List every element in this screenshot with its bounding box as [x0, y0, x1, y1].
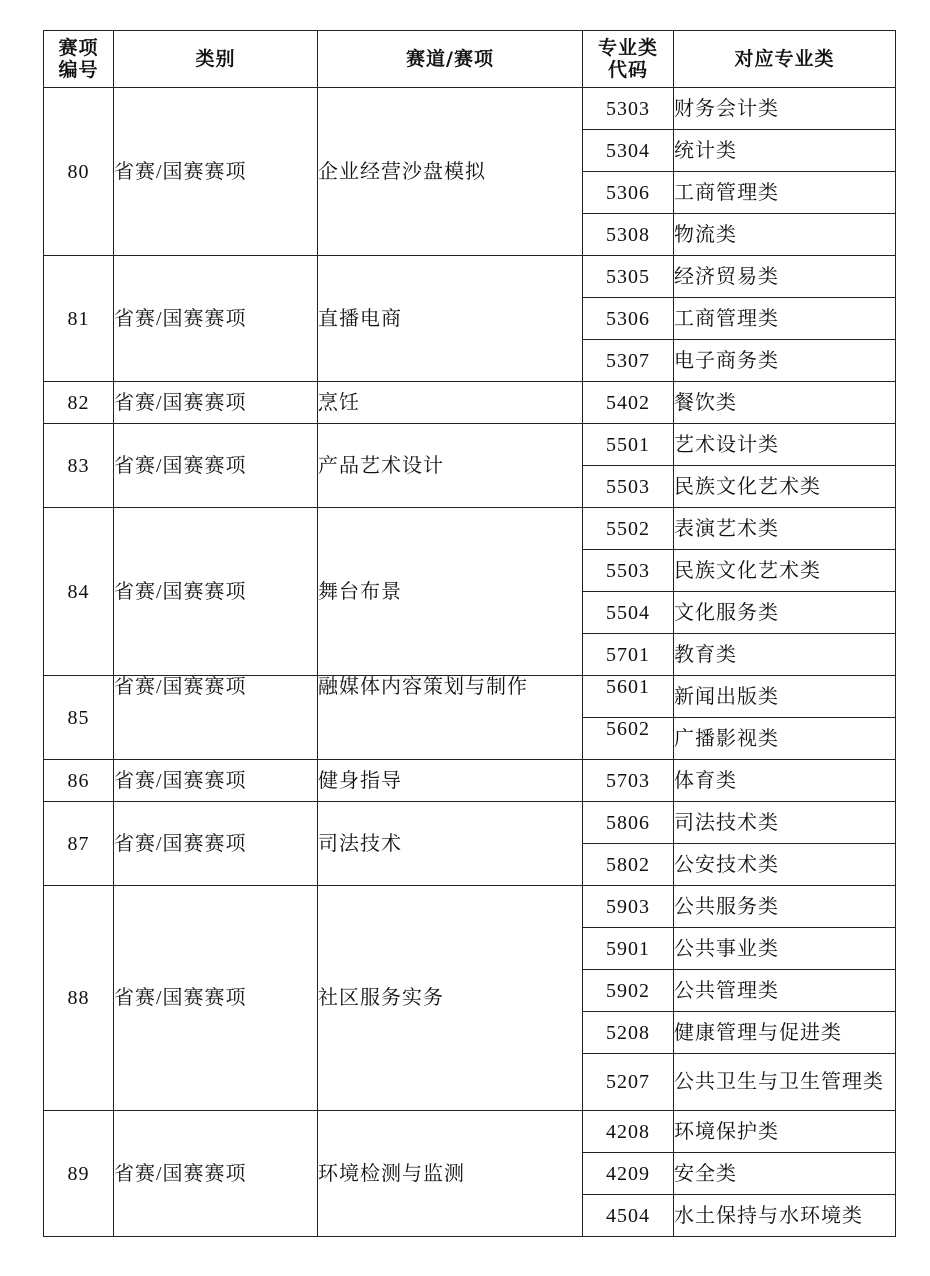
item-category: 省赛/国赛赛项	[114, 256, 318, 382]
header-number: 赛项编号	[44, 31, 114, 88]
major-code: 5207	[583, 1054, 674, 1111]
major-name: 工商管理类	[674, 298, 896, 340]
item-track: 融媒体内容策划与制作	[318, 676, 583, 760]
major-code: 5304	[583, 130, 674, 172]
major-name: 健康管理与促进类	[674, 1012, 896, 1054]
major-code: 5305	[583, 256, 674, 298]
major-name: 教育类	[674, 634, 896, 676]
item-category: 省赛/国赛赛项	[114, 760, 318, 802]
item-track: 舞台布景	[318, 508, 583, 676]
major-code: 5802	[583, 844, 674, 886]
table-row	[44, 256, 896, 298]
major-code: 5307	[583, 340, 674, 382]
major-name: 文化服务类	[674, 592, 896, 634]
item-category: 省赛/国赛赛项	[114, 802, 318, 886]
major-name: 电子商务类	[674, 340, 896, 382]
table-body	[44, 88, 896, 1237]
table-row	[44, 802, 896, 844]
item-category: 省赛/国赛赛项	[114, 676, 318, 760]
item-number: 83	[44, 424, 114, 508]
major-name: 公共事业类	[674, 928, 896, 970]
major-name: 工商管理类	[674, 172, 896, 214]
major-name: 餐饮类	[674, 382, 896, 424]
major-code: 4209	[583, 1153, 674, 1195]
header-major: 对应专业类	[674, 31, 896, 88]
item-track: 企业经营沙盘模拟	[318, 88, 583, 256]
item-number: 84	[44, 508, 114, 676]
major-code: 4208	[583, 1111, 674, 1153]
table-header	[44, 31, 896, 88]
major-name: 艺术设计类	[674, 424, 896, 466]
major-code: 5901	[583, 928, 674, 970]
major-name: 统计类	[674, 130, 896, 172]
major-code: 5701	[583, 634, 674, 676]
major-code: 5806	[583, 802, 674, 844]
major-code: 5703	[583, 760, 674, 802]
item-track: 环境检测与监测	[318, 1111, 583, 1237]
item-number: 81	[44, 256, 114, 382]
competition-table	[43, 30, 896, 1237]
major-code: 5902	[583, 970, 674, 1012]
header-code: 专业类代码	[583, 31, 674, 88]
major-name: 公共服务类	[674, 886, 896, 928]
major-name: 表演艺术类	[674, 508, 896, 550]
major-name: 财务会计类	[674, 88, 896, 130]
item-number: 82	[44, 382, 114, 424]
item-number: 89	[44, 1111, 114, 1237]
major-name: 水土保持与水环境类	[674, 1195, 896, 1237]
item-number: 87	[44, 802, 114, 886]
major-code: 5303	[583, 88, 674, 130]
item-track: 司法技术	[318, 802, 583, 886]
item-number: 86	[44, 760, 114, 802]
major-name: 物流类	[674, 214, 896, 256]
major-name: 经济贸易类	[674, 256, 896, 298]
table-row	[44, 1111, 896, 1153]
item-number: 85	[44, 676, 114, 760]
item-category: 省赛/国赛赛项	[114, 88, 318, 256]
major-code: 5903	[583, 886, 674, 928]
major-name: 民族文化艺术类	[674, 466, 896, 508]
major-code: 5306	[583, 172, 674, 214]
major-code: 5602	[583, 718, 674, 760]
table-row	[44, 760, 896, 802]
item-category: 省赛/国赛赛项	[114, 382, 318, 424]
major-code: 5402	[583, 382, 674, 424]
item-track: 社区服务实务	[318, 886, 583, 1111]
major-name: 环境保护类	[674, 1111, 896, 1153]
major-code: 4504	[583, 1195, 674, 1237]
item-track: 直播电商	[318, 256, 583, 382]
table-row	[44, 886, 896, 928]
major-name: 安全类	[674, 1153, 896, 1195]
item-category: 省赛/国赛赛项	[114, 1111, 318, 1237]
major-name: 民族文化艺术类	[674, 550, 896, 592]
major-name: 公共管理类	[674, 970, 896, 1012]
item-category: 省赛/国赛赛项	[114, 886, 318, 1111]
table-row	[44, 676, 896, 718]
major-code: 5502	[583, 508, 674, 550]
item-number: 88	[44, 886, 114, 1111]
major-code: 5208	[583, 1012, 674, 1054]
major-code: 5504	[583, 592, 674, 634]
major-code: 5501	[583, 424, 674, 466]
header-category: 类别	[114, 31, 318, 88]
major-code: 5503	[583, 466, 674, 508]
major-code: 5306	[583, 298, 674, 340]
table-row	[44, 508, 896, 550]
major-name: 体育类	[674, 760, 896, 802]
table-row	[44, 88, 896, 130]
item-track: 产品艺术设计	[318, 424, 583, 508]
major-name: 广播影视类	[674, 718, 896, 760]
major-code: 5503	[583, 550, 674, 592]
item-category: 省赛/国赛赛项	[114, 424, 318, 508]
major-name: 司法技术类	[674, 802, 896, 844]
major-code: 5308	[583, 214, 674, 256]
major-code: 5601	[583, 676, 674, 718]
item-category: 省赛/国赛赛项	[114, 508, 318, 676]
item-number: 80	[44, 88, 114, 256]
major-name: 公安技术类	[674, 844, 896, 886]
item-track: 健身指导	[318, 760, 583, 802]
major-name: 公共卫生与卫生管理类	[674, 1054, 896, 1111]
major-name: 新闻出版类	[674, 676, 896, 718]
header-track: 赛道/赛项	[318, 31, 583, 88]
table-row	[44, 424, 896, 466]
table-row	[44, 382, 896, 424]
item-track: 烹饪	[318, 382, 583, 424]
